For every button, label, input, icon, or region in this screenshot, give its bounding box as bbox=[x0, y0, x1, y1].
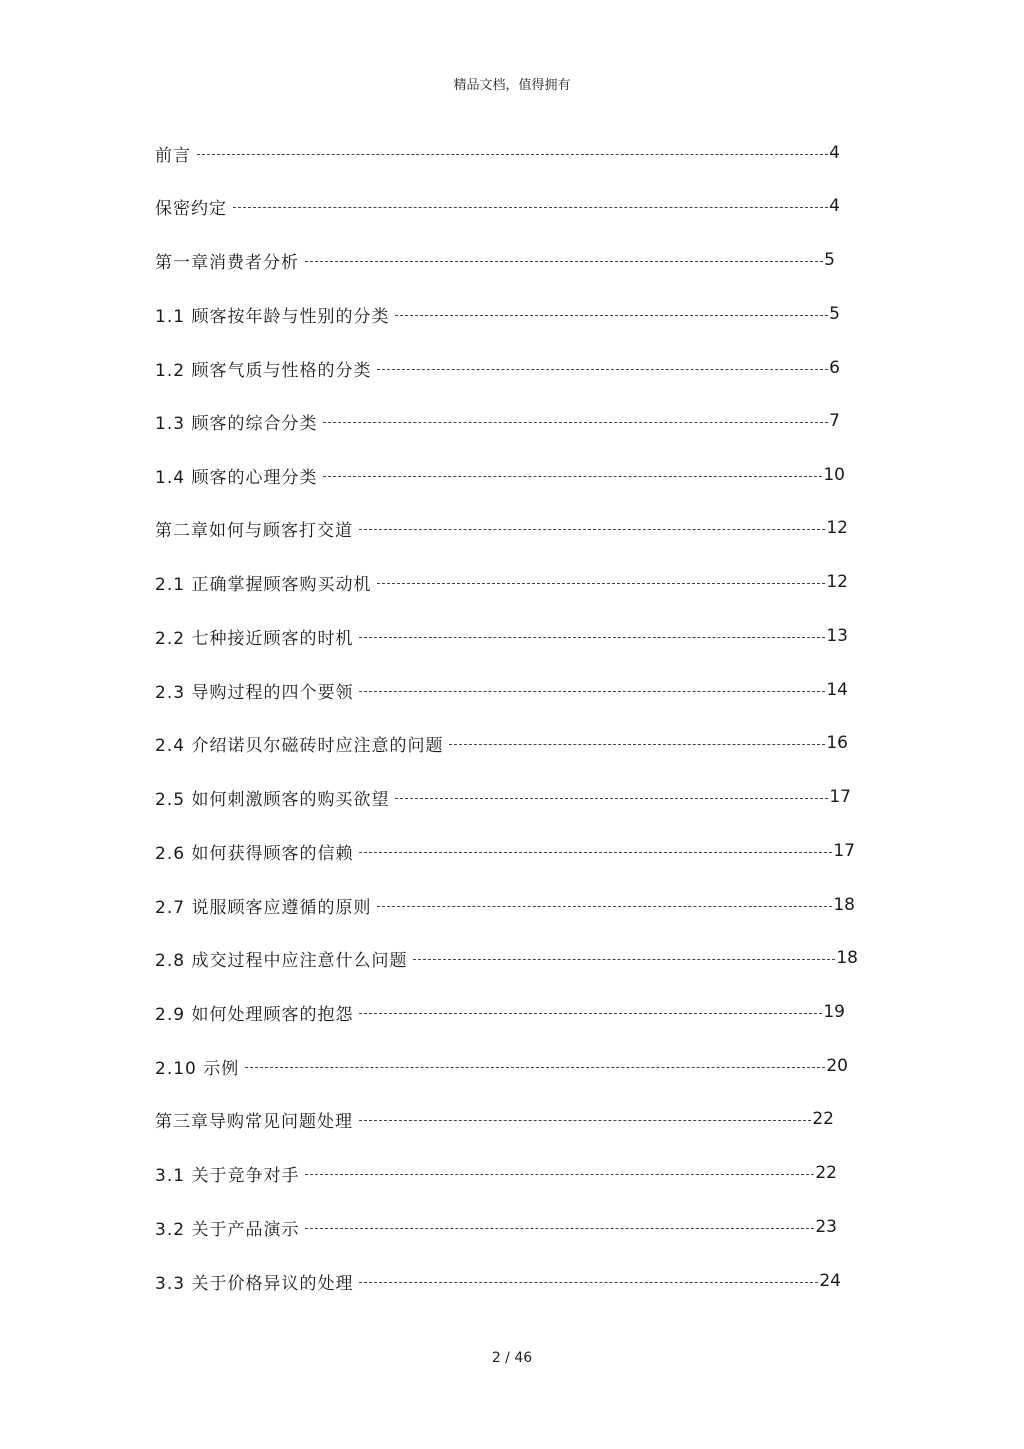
toc-entry-page: 17 bbox=[829, 787, 851, 807]
toc-entry[interactable] bbox=[155, 624, 848, 648]
toc-leader bbox=[449, 744, 825, 745]
toc-entry[interactable] bbox=[155, 463, 845, 487]
toc-entry-title: 1.3 顾客的综合分类 bbox=[155, 413, 318, 433]
toc-entry-page: 5 bbox=[829, 304, 840, 324]
toc-leader bbox=[359, 852, 832, 853]
toc-leader bbox=[359, 1120, 811, 1121]
toc-entry[interactable] bbox=[155, 302, 840, 326]
toc-entry[interactable] bbox=[155, 946, 858, 970]
toc-entry[interactable] bbox=[155, 893, 855, 917]
toc-entry[interactable] bbox=[155, 516, 848, 540]
toc-entry[interactable] bbox=[155, 356, 840, 380]
toc-entry-title: 3.1 关于竞争对手 bbox=[155, 1165, 300, 1185]
toc-entry[interactable] bbox=[155, 248, 835, 272]
toc-entry[interactable] bbox=[155, 785, 851, 809]
toc-leader bbox=[359, 691, 825, 692]
toc-entry[interactable] bbox=[155, 570, 848, 594]
toc-entry-title: 2.2 七种接近顾客的时机 bbox=[155, 628, 354, 648]
toc-entry-title: 第二章如何与顾客打交道 bbox=[155, 520, 353, 540]
toc-entry-page: 5 bbox=[824, 250, 835, 270]
toc-entry-title: 1.1 顾客按年龄与性别的分类 bbox=[155, 306, 390, 326]
toc-entry-title: 第三章导购常见问题处理 bbox=[155, 1111, 353, 1131]
toc-entry-page: 12 bbox=[826, 518, 848, 538]
toc-entry-title: 1.2 顾客气质与性格的分类 bbox=[155, 360, 372, 380]
toc-entry-page: 16 bbox=[826, 733, 848, 753]
toc-leader bbox=[413, 959, 835, 960]
toc-entry-page: 7 bbox=[829, 411, 840, 431]
toc-entry-title: 2.7 说服顾客应遵循的原则 bbox=[155, 897, 372, 917]
toc-leader bbox=[377, 906, 832, 907]
toc-entry-title: 2.3 导购过程的四个要领 bbox=[155, 682, 354, 702]
toc-leader bbox=[305, 1228, 814, 1229]
toc-entry[interactable] bbox=[155, 1269, 841, 1293]
toc-entry-title: 2.10 示例 bbox=[155, 1058, 240, 1078]
toc-entry-page: 20 bbox=[826, 1056, 848, 1076]
toc-entry-title: 3.2 关于产品演示 bbox=[155, 1219, 300, 1239]
toc-entry[interactable] bbox=[155, 1215, 837, 1239]
toc-entry-page: 4 bbox=[829, 143, 840, 163]
toc-entry-page: 18 bbox=[836, 948, 858, 968]
toc-entry-title: 3.3 关于价格异议的处理 bbox=[155, 1273, 354, 1293]
toc-entry-page: 22 bbox=[812, 1109, 834, 1129]
toc-leader bbox=[233, 207, 828, 208]
toc-entry-page: 22 bbox=[815, 1163, 837, 1183]
toc-leader bbox=[305, 261, 823, 262]
toc-entry[interactable] bbox=[155, 141, 840, 165]
toc-entry-page: 6 bbox=[829, 358, 840, 378]
toc-entry[interactable] bbox=[155, 1161, 837, 1185]
toc-leader bbox=[377, 583, 825, 584]
toc-leader bbox=[245, 1067, 825, 1068]
toc-entry-page: 4 bbox=[829, 196, 840, 216]
toc-entry-title: 2.9 如何处理顾客的抱怨 bbox=[155, 1004, 354, 1024]
toc-entry-title: 2.1 正确掌握顾客购买动机 bbox=[155, 574, 372, 594]
toc-entry[interactable] bbox=[155, 1054, 848, 1078]
toc-entry-page: 23 bbox=[815, 1217, 837, 1237]
toc-leader bbox=[359, 637, 825, 638]
toc-entry[interactable] bbox=[155, 1000, 845, 1024]
toc-leader bbox=[323, 476, 822, 477]
page-indicator: 2 / 46 bbox=[491, 1350, 533, 1366]
toc-entry-page: 12 bbox=[826, 572, 848, 592]
toc-entry-title: 1.4 顾客的心理分类 bbox=[155, 467, 318, 487]
toc-entry[interactable] bbox=[155, 731, 848, 755]
toc-entry-page: 17 bbox=[833, 841, 855, 861]
toc-leader bbox=[359, 1282, 818, 1283]
toc-leader bbox=[305, 1174, 814, 1175]
toc-entry-page: 14 bbox=[826, 680, 848, 700]
toc-entry[interactable] bbox=[155, 1107, 834, 1131]
toc-entry[interactable] bbox=[155, 194, 840, 218]
toc-entry-title: 2.6 如何获得顾客的信赖 bbox=[155, 843, 354, 863]
toc-entry-page: 19 bbox=[823, 1002, 845, 1022]
toc-entry[interactable] bbox=[155, 409, 840, 433]
toc-entry-title: 第一章消费者分析 bbox=[155, 252, 299, 272]
toc-entry-title: 保密约定 bbox=[155, 198, 227, 218]
toc-entry-title: 2.8 成交过程中应注意什么问题 bbox=[155, 950, 408, 970]
toc-entry[interactable] bbox=[155, 839, 855, 863]
toc-leader bbox=[377, 369, 828, 370]
toc-entry-page: 10 bbox=[823, 465, 845, 485]
toc-entry-title: 2.5 如何刺激顾客的购买欲望 bbox=[155, 789, 390, 809]
toc-entry-page: 13 bbox=[826, 626, 848, 646]
toc-entry-page: 24 bbox=[819, 1271, 841, 1291]
toc-leader bbox=[395, 798, 828, 799]
toc-leader bbox=[359, 1013, 822, 1014]
toc-entry-title: 前言 bbox=[155, 145, 191, 165]
toc-entry-title: 2.4 介绍诺贝尔磁砖时应注意的问题 bbox=[155, 735, 444, 755]
toc-leader bbox=[359, 529, 825, 530]
toc-entry[interactable] bbox=[155, 678, 848, 702]
page-header: 精品文档，值得拥有 bbox=[453, 78, 571, 93]
toc-leader bbox=[323, 422, 828, 423]
toc-leader bbox=[395, 315, 828, 316]
toc-leader bbox=[197, 154, 828, 155]
toc-entry-page: 18 bbox=[833, 895, 855, 915]
